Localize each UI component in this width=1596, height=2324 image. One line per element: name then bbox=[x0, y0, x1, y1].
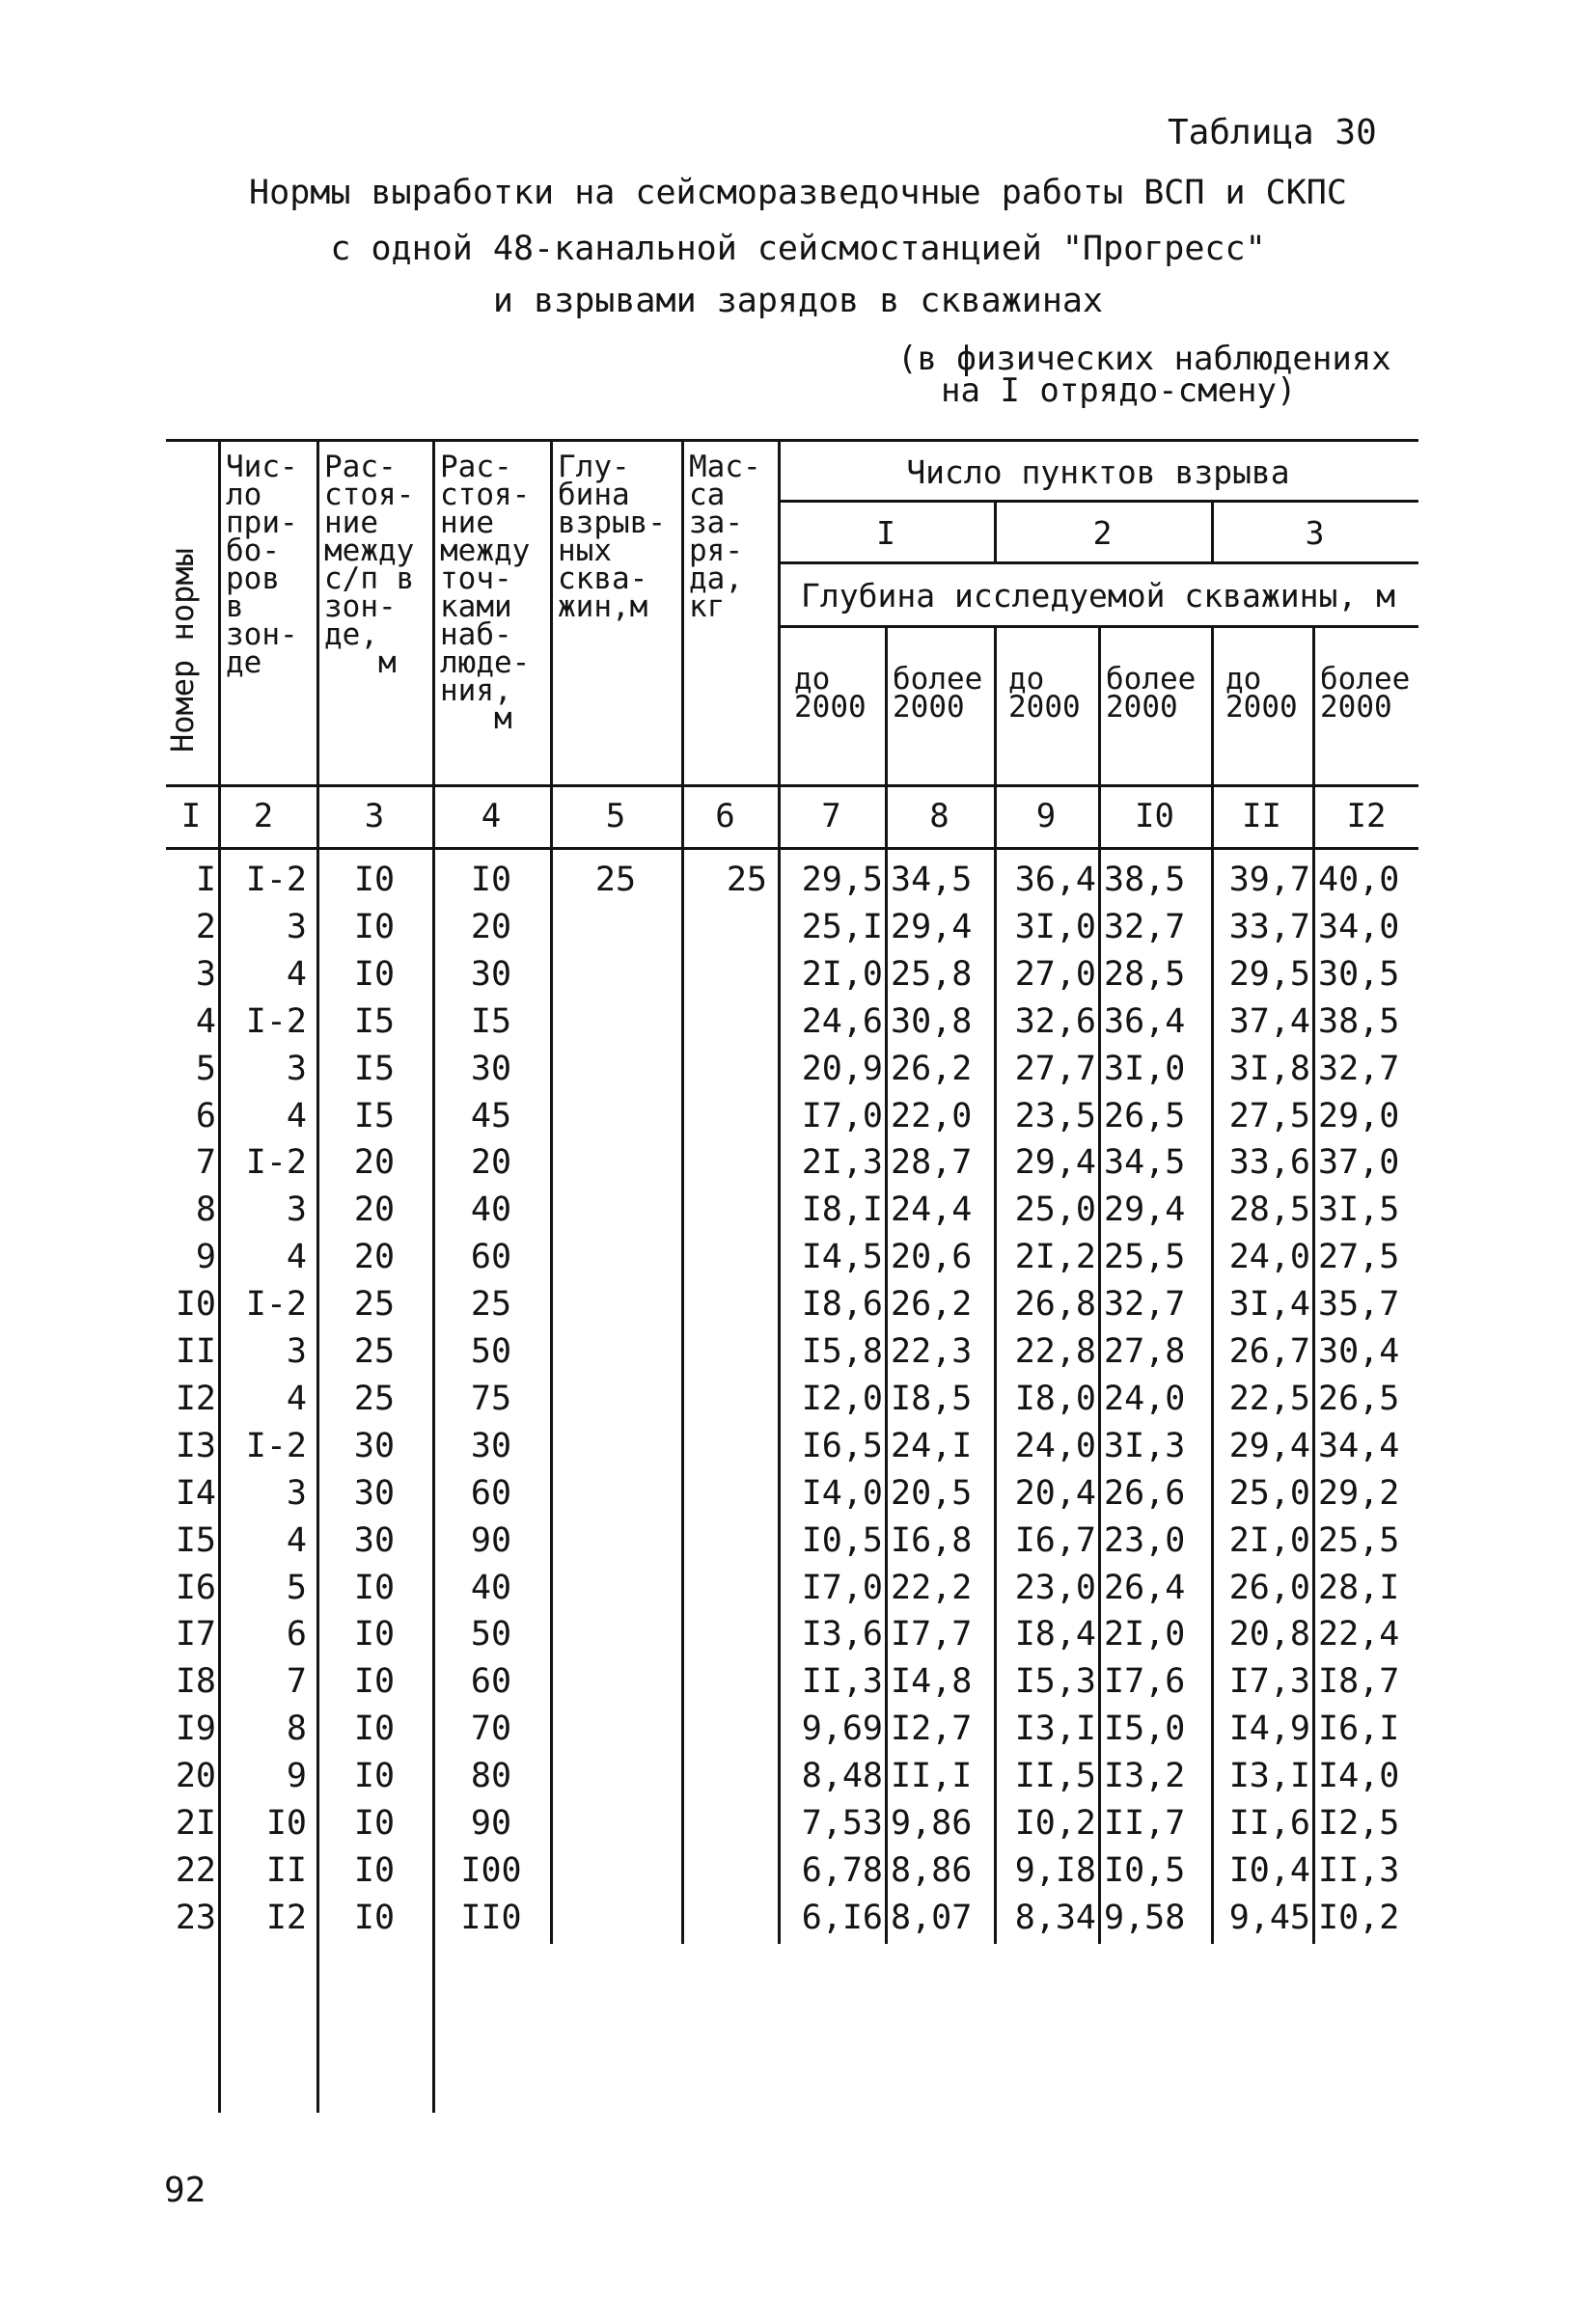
table-cell: 20 bbox=[353, 1143, 396, 1182]
header-upto-2000: до 2000 bbox=[1008, 662, 1081, 725]
table-cell: I-2 bbox=[245, 861, 307, 899]
table-cell: 9 bbox=[195, 1238, 216, 1276]
table-cell: 3 bbox=[286, 1474, 307, 1513]
title-line-1: Нормы выработки на сейсморазведочные работы ВСП и СКПС bbox=[249, 174, 1347, 212]
table-cell: 26,7 bbox=[1228, 1332, 1310, 1371]
table-cell: 39,7 bbox=[1228, 861, 1310, 899]
table-cell: 24,6 bbox=[801, 1002, 883, 1041]
table-cell: I7,0 bbox=[801, 1569, 883, 1607]
table-cell: 90 bbox=[470, 1521, 512, 1560]
table-cell: 20,5 bbox=[891, 1474, 973, 1513]
table-cell: 20 bbox=[175, 1757, 216, 1795]
table-cell: 60 bbox=[470, 1238, 512, 1276]
table-cell: II,I bbox=[891, 1757, 973, 1795]
table-cell: 70 bbox=[470, 1709, 512, 1748]
table-cell: I8,I bbox=[801, 1190, 883, 1229]
table-cell: 38,5 bbox=[1104, 861, 1186, 899]
table-cell: 25,0 bbox=[1014, 1190, 1096, 1229]
table-cell: 3I,4 bbox=[1228, 1285, 1310, 1324]
header-upto-2000: до 2000 bbox=[794, 662, 867, 725]
table-cell: 22,3 bbox=[891, 1332, 973, 1371]
table-cell: 20 bbox=[353, 1190, 396, 1229]
header-distance-obs: Рас- стоя- ние между точ- ками наб- люде- ния, м bbox=[440, 450, 531, 736]
table-cell: 25 bbox=[470, 1285, 512, 1324]
table-cell: 20,4 bbox=[1014, 1474, 1096, 1513]
table-cell: I6,8 bbox=[891, 1521, 973, 1560]
table-cell: 26,0 bbox=[1228, 1569, 1310, 1607]
header-norm-number: Номер нормы bbox=[164, 548, 201, 752]
table-cell: 26,5 bbox=[1104, 1097, 1186, 1135]
unit-note-line-1: (в физических наблюдениях bbox=[897, 340, 1391, 378]
table-cell: 5 bbox=[286, 1569, 307, 1607]
header-over-2000: более 2000 bbox=[1320, 662, 1411, 725]
column-number: 3 bbox=[364, 797, 385, 835]
column-number: 6 bbox=[715, 797, 735, 835]
table-cell: I5 bbox=[470, 1002, 512, 1041]
column-divider bbox=[550, 439, 553, 1944]
table-cell: 30 bbox=[470, 1050, 512, 1088]
table-cell: 4 bbox=[286, 1380, 307, 1418]
table-cell: 23,0 bbox=[1104, 1521, 1186, 1560]
header-depth: Глу- бина взрыв- ных сква- жин,м bbox=[558, 450, 666, 624]
table-cell: 30 bbox=[470, 1427, 512, 1465]
table-cell: I4,8 bbox=[891, 1662, 973, 1701]
column-numbers-rule bbox=[166, 847, 1418, 850]
header-shot-points: Число пунктов взрыва bbox=[906, 453, 1290, 491]
table-cell: 9,45 bbox=[1228, 1899, 1310, 1937]
table-cell: 22,5 bbox=[1228, 1380, 1310, 1418]
table-cell: I4,0 bbox=[801, 1474, 883, 1513]
table-cell: 29,0 bbox=[1318, 1097, 1400, 1135]
table-cell: I4,0 bbox=[1318, 1757, 1400, 1795]
table-cell: 7 bbox=[286, 1662, 307, 1701]
table-cell: 9,86 bbox=[891, 1804, 973, 1843]
table-cell: 22,8 bbox=[1014, 1332, 1096, 1371]
table-cell: I2 bbox=[265, 1899, 307, 1937]
table-cell: II,3 bbox=[801, 1662, 883, 1701]
table-cell: I0 bbox=[353, 1899, 396, 1937]
table-cell: I7,3 bbox=[1228, 1662, 1310, 1701]
table-cell: II,3 bbox=[1318, 1851, 1400, 1890]
table-cell: 3 bbox=[286, 1190, 307, 1229]
table-cell: II bbox=[175, 1332, 216, 1371]
table-cell: 3I,8 bbox=[1228, 1050, 1310, 1088]
table-cell: 20,6 bbox=[891, 1238, 973, 1276]
table-cell: 38,5 bbox=[1318, 1002, 1400, 1041]
table-cell: 9,69 bbox=[801, 1709, 883, 1748]
table-cell: I6,I bbox=[1318, 1709, 1400, 1748]
table-cell: I8,0 bbox=[1014, 1380, 1096, 1418]
table-cell: I8,6 bbox=[801, 1285, 883, 1324]
title-line-3: и взрывами зарядов в скважинах bbox=[492, 282, 1104, 320]
table-cell: 26,4 bbox=[1104, 1569, 1186, 1607]
table-cell: I0,5 bbox=[1104, 1851, 1186, 1890]
table-cell: 50 bbox=[470, 1332, 512, 1371]
table-cell: 23,5 bbox=[1014, 1097, 1096, 1135]
table-cell: II bbox=[265, 1851, 307, 1890]
table-cell: 27,5 bbox=[1228, 1097, 1310, 1135]
table-cell: 22,0 bbox=[891, 1097, 973, 1135]
table-cell: 32,7 bbox=[1104, 908, 1186, 946]
table-cell: 6 bbox=[286, 1615, 307, 1654]
header-over-2000: более 2000 bbox=[893, 662, 983, 725]
table-cell: 75 bbox=[470, 1380, 512, 1418]
column-number: 2 bbox=[253, 797, 274, 835]
table-cell: 9,I8 bbox=[1014, 1851, 1096, 1890]
table-cell: II0 bbox=[460, 1899, 522, 1937]
table-cell: I0 bbox=[175, 1285, 216, 1324]
table-cell: 23,0 bbox=[1014, 1569, 1096, 1607]
table-cell: II,5 bbox=[1014, 1757, 1096, 1795]
header-instruments: Чис- ло при- бо- ров в зон- де bbox=[226, 450, 298, 680]
table-cell: I8,7 bbox=[1318, 1662, 1400, 1701]
table-cell: I0 bbox=[353, 1569, 396, 1607]
table-cell: 25,I bbox=[801, 908, 883, 946]
table-cell: 20,8 bbox=[1228, 1615, 1310, 1654]
table-cell: I6,5 bbox=[801, 1427, 883, 1465]
table-cell: 3 bbox=[286, 908, 307, 946]
table-cell: I2,7 bbox=[891, 1709, 973, 1748]
table-cell: 25,0 bbox=[1228, 1474, 1310, 1513]
table-cell: 26,2 bbox=[891, 1285, 973, 1324]
table-cell: I0 bbox=[353, 1851, 396, 1890]
table-cell: I0,4 bbox=[1228, 1851, 1310, 1890]
table-cell: 30 bbox=[353, 1427, 396, 1465]
table-cell: I0 bbox=[353, 1662, 396, 1701]
table-cell: 60 bbox=[470, 1662, 512, 1701]
shot-points-rule bbox=[778, 500, 1418, 503]
column-number: 5 bbox=[605, 797, 626, 835]
table-cell: 90 bbox=[470, 1804, 512, 1843]
table-cell: 35,7 bbox=[1318, 1285, 1400, 1324]
table-cell: 8,07 bbox=[891, 1899, 973, 1937]
table-cell: I6 bbox=[175, 1569, 216, 1607]
table-cell: 24,I bbox=[891, 1427, 973, 1465]
table-label: Таблица 30 bbox=[1168, 113, 1377, 152]
table-cell: I3 bbox=[175, 1427, 216, 1465]
table-cell: I2 bbox=[175, 1380, 216, 1418]
table-cell: 3I,3 bbox=[1104, 1427, 1186, 1465]
groups-rule bbox=[778, 561, 1418, 564]
table-cell: 8 bbox=[195, 1190, 216, 1229]
table-cell: 24,0 bbox=[1104, 1380, 1186, 1418]
table-top-rule bbox=[166, 439, 1418, 442]
table-cell: 3 bbox=[286, 1050, 307, 1088]
header-group-1: I bbox=[876, 514, 895, 552]
table-cell: II,7 bbox=[1104, 1804, 1186, 1843]
table-cell: I0 bbox=[353, 955, 396, 994]
table-cell: 45 bbox=[470, 1097, 512, 1135]
table-cell: 8,48 bbox=[801, 1757, 883, 1795]
table-cell: 80 bbox=[470, 1757, 512, 1795]
table-cell: 33,7 bbox=[1228, 908, 1310, 946]
table-cell: I0 bbox=[353, 1709, 396, 1748]
table-cell: I0 bbox=[353, 908, 396, 946]
column-divider bbox=[681, 439, 684, 1944]
table-cell: 4 bbox=[195, 1002, 216, 1041]
table-cell: 24,0 bbox=[1228, 1238, 1310, 1276]
header-distance-sp: Рас- стоя- ние между с/п в зон- де, м bbox=[324, 450, 415, 680]
table-cell: 25 bbox=[726, 861, 767, 899]
table-cell: 28,5 bbox=[1104, 955, 1186, 994]
table-cell: 5 bbox=[195, 1050, 216, 1088]
table-cell: I8 bbox=[175, 1662, 216, 1701]
table-cell: 6,78 bbox=[801, 1851, 883, 1890]
table-cell: 24,0 bbox=[1014, 1427, 1096, 1465]
header-mass: Мас- са за- ря- да, кг bbox=[689, 450, 761, 624]
table-cell: 22,2 bbox=[891, 1569, 973, 1607]
table-cell: I0 bbox=[353, 1615, 396, 1654]
table-cell: II,6 bbox=[1228, 1804, 1310, 1843]
table-cell: I0 bbox=[265, 1804, 307, 1843]
table-cell: I4,5 bbox=[801, 1238, 883, 1276]
table-cell: 3I,0 bbox=[1014, 908, 1096, 946]
table-cell: 7 bbox=[195, 1143, 216, 1182]
table-cell: 24,4 bbox=[891, 1190, 973, 1229]
header-upto-2000: до 2000 bbox=[1225, 662, 1298, 725]
table-cell: 30 bbox=[353, 1521, 396, 1560]
table-cell: 32,7 bbox=[1104, 1285, 1186, 1324]
table-cell: 30 bbox=[353, 1474, 396, 1513]
table-cell: 9 bbox=[286, 1757, 307, 1795]
table-cell: I5,0 bbox=[1104, 1709, 1186, 1748]
table-cell: I0 bbox=[470, 861, 512, 899]
table-cell: 25,8 bbox=[891, 955, 973, 994]
table-cell: 29,4 bbox=[1228, 1427, 1310, 1465]
table-cell: 25 bbox=[353, 1332, 396, 1371]
table-cell: 23 bbox=[175, 1899, 216, 1937]
table-cell: I7,7 bbox=[891, 1615, 973, 1654]
table-cell: 25,5 bbox=[1318, 1521, 1400, 1560]
column-number: I0 bbox=[1135, 797, 1174, 835]
table-cell: 60 bbox=[470, 1474, 512, 1513]
table-cell: I3,6 bbox=[801, 1615, 883, 1654]
table-cell: 8 bbox=[286, 1709, 307, 1748]
table-cell: 27,5 bbox=[1318, 1238, 1400, 1276]
table-cell: 36,4 bbox=[1014, 861, 1096, 899]
table-cell: I3,I bbox=[1014, 1709, 1096, 1748]
table-cell: 34,0 bbox=[1318, 908, 1400, 946]
table-cell: 29,2 bbox=[1318, 1474, 1400, 1513]
table-cell: I-2 bbox=[245, 1002, 307, 1041]
table-cell: 20 bbox=[353, 1238, 396, 1276]
table-cell: 30,4 bbox=[1318, 1332, 1400, 1371]
table-cell: 32,6 bbox=[1014, 1002, 1096, 1041]
table-cell: I5 bbox=[175, 1521, 216, 1560]
table-cell: 26,2 bbox=[891, 1050, 973, 1088]
table-cell: I4 bbox=[175, 1474, 216, 1513]
table-cell: 34,4 bbox=[1318, 1427, 1400, 1465]
table-cell: 4 bbox=[286, 1097, 307, 1135]
table-cell: 30,8 bbox=[891, 1002, 973, 1041]
table-cell: 33,6 bbox=[1228, 1143, 1310, 1182]
table-cell: 6 bbox=[195, 1097, 216, 1135]
column-number: 8 bbox=[929, 797, 949, 835]
table-cell: 29,5 bbox=[801, 861, 883, 899]
table-cell: I0,2 bbox=[1014, 1804, 1096, 1843]
table-cell: 2I,0 bbox=[1104, 1615, 1186, 1654]
table-cell: 26,6 bbox=[1104, 1474, 1186, 1513]
unit-note-line-2: на I отрядо-смену) bbox=[941, 371, 1297, 410]
table-cell: 3 bbox=[286, 1332, 307, 1371]
table-cell: 7,53 bbox=[801, 1804, 883, 1843]
table-cell: I0 bbox=[353, 1804, 396, 1843]
table-cell: 25 bbox=[594, 861, 637, 899]
table-cell: 2I,0 bbox=[1228, 1521, 1310, 1560]
column-number: I2 bbox=[1346, 797, 1387, 835]
page-number: 92 bbox=[164, 2171, 206, 2210]
table-cell: 27,7 bbox=[1014, 1050, 1096, 1088]
table-cell: I8,4 bbox=[1014, 1615, 1096, 1654]
table-cell: I-2 bbox=[245, 1143, 307, 1182]
table-cell: 29,4 bbox=[1104, 1190, 1186, 1229]
table-cell: 4 bbox=[286, 955, 307, 994]
table-cell: 40,0 bbox=[1318, 861, 1400, 899]
table-cell: 25 bbox=[353, 1380, 396, 1418]
title-line-2: с одной 48-канальной сейсмостанцией "Прогресс" bbox=[330, 230, 1266, 268]
table-cell: 30 bbox=[470, 955, 512, 994]
table-cell: 25 bbox=[353, 1285, 396, 1324]
table-cell: 2I bbox=[175, 1804, 216, 1843]
table-cell: I5 bbox=[353, 1097, 396, 1135]
table-cell: 26,5 bbox=[1318, 1380, 1400, 1418]
table-cell: I0 bbox=[353, 861, 396, 899]
table-cell: 29,4 bbox=[891, 908, 973, 946]
table-cell: 37,0 bbox=[1318, 1143, 1400, 1182]
table-cell: 28,7 bbox=[891, 1143, 973, 1182]
table-cell: 8,86 bbox=[891, 1851, 973, 1890]
table-cell: 29,4 bbox=[1014, 1143, 1096, 1182]
table-cell: I2,5 bbox=[1318, 1804, 1400, 1843]
table-cell: 29,5 bbox=[1228, 955, 1310, 994]
table-cell: 4 bbox=[286, 1521, 307, 1560]
table-cell: 32,7 bbox=[1318, 1050, 1400, 1088]
table-cell: I6,7 bbox=[1014, 1521, 1096, 1560]
table-cell: I2,0 bbox=[801, 1380, 883, 1418]
table-cell: 34,5 bbox=[891, 861, 973, 899]
table-cell: I3,I bbox=[1228, 1757, 1310, 1795]
table-cell: I7,0 bbox=[801, 1097, 883, 1135]
table-cell: 20 bbox=[470, 1143, 512, 1182]
table-cell: 22 bbox=[175, 1851, 216, 1890]
table-cell: I-2 bbox=[245, 1285, 307, 1324]
header-group-3: 3 bbox=[1305, 514, 1325, 552]
table-cell: I9 bbox=[175, 1709, 216, 1748]
table-cell: 20,9 bbox=[801, 1050, 883, 1088]
column-number: 9 bbox=[1035, 797, 1057, 835]
table-cell: I7 bbox=[175, 1615, 216, 1654]
table-cell: 27,0 bbox=[1014, 955, 1096, 994]
table-cell: I00 bbox=[460, 1851, 522, 1890]
table-cell: 25,5 bbox=[1104, 1238, 1186, 1276]
table-cell: 26,8 bbox=[1014, 1285, 1096, 1324]
table-cell: I4,9 bbox=[1228, 1709, 1310, 1748]
table-cell: 40 bbox=[470, 1190, 512, 1229]
column-number: I bbox=[180, 797, 202, 835]
table-cell: 22,4 bbox=[1318, 1615, 1400, 1654]
table-cell: 30,5 bbox=[1318, 955, 1400, 994]
table-cell: 9,58 bbox=[1104, 1899, 1186, 1937]
table-cell: I-2 bbox=[245, 1427, 307, 1465]
header-group-2: 2 bbox=[1092, 514, 1113, 552]
table-cell: 6,I6 bbox=[801, 1899, 883, 1937]
table-cell: 3I,5 bbox=[1318, 1190, 1400, 1229]
table-cell: I7,6 bbox=[1104, 1662, 1186, 1701]
table-cell: 27,8 bbox=[1104, 1332, 1186, 1371]
table-cell: 3 bbox=[195, 955, 216, 994]
column-number: II bbox=[1242, 797, 1281, 835]
table-cell: 2 bbox=[195, 908, 216, 946]
table-cell: 28,I bbox=[1318, 1569, 1400, 1607]
table-cell: I5 bbox=[353, 1050, 396, 1088]
table-cell: 20 bbox=[470, 908, 512, 946]
table-cell: 2I,2 bbox=[1014, 1238, 1096, 1276]
table-cell: 8,34 bbox=[1014, 1899, 1096, 1937]
table-cell: I bbox=[195, 861, 216, 899]
column-number: 7 bbox=[821, 797, 841, 835]
table-cell: I8,5 bbox=[891, 1380, 973, 1418]
table-cell: 4 bbox=[286, 1238, 307, 1276]
header-over-2000: более 2000 bbox=[1106, 662, 1197, 725]
table-cell: I0,2 bbox=[1318, 1899, 1400, 1937]
table-cell: I0 bbox=[353, 1757, 396, 1795]
header-bottom-rule bbox=[166, 784, 1418, 787]
table-cell: I3,2 bbox=[1104, 1757, 1186, 1795]
table-cell: I5,3 bbox=[1014, 1662, 1096, 1701]
table-cell: 3I,0 bbox=[1104, 1050, 1186, 1088]
column-number: 4 bbox=[481, 797, 502, 835]
table-cell: I5 bbox=[353, 1002, 396, 1041]
table-cell: 36,4 bbox=[1104, 1002, 1186, 1041]
table-cell: 37,4 bbox=[1228, 1002, 1310, 1041]
table-cell: 40 bbox=[470, 1569, 512, 1607]
table-cell: 34,5 bbox=[1104, 1143, 1186, 1182]
table-cell: 2I,0 bbox=[801, 955, 883, 994]
table-cell: 2I,3 bbox=[801, 1143, 883, 1182]
table-cell: 28,5 bbox=[1228, 1190, 1310, 1229]
table-cell: 50 bbox=[470, 1615, 512, 1654]
header-well-depth: Глубина исследуемой скважины, м bbox=[801, 577, 1395, 615]
table-cell: I0,5 bbox=[801, 1521, 883, 1560]
table-cell: I5,8 bbox=[801, 1332, 883, 1371]
